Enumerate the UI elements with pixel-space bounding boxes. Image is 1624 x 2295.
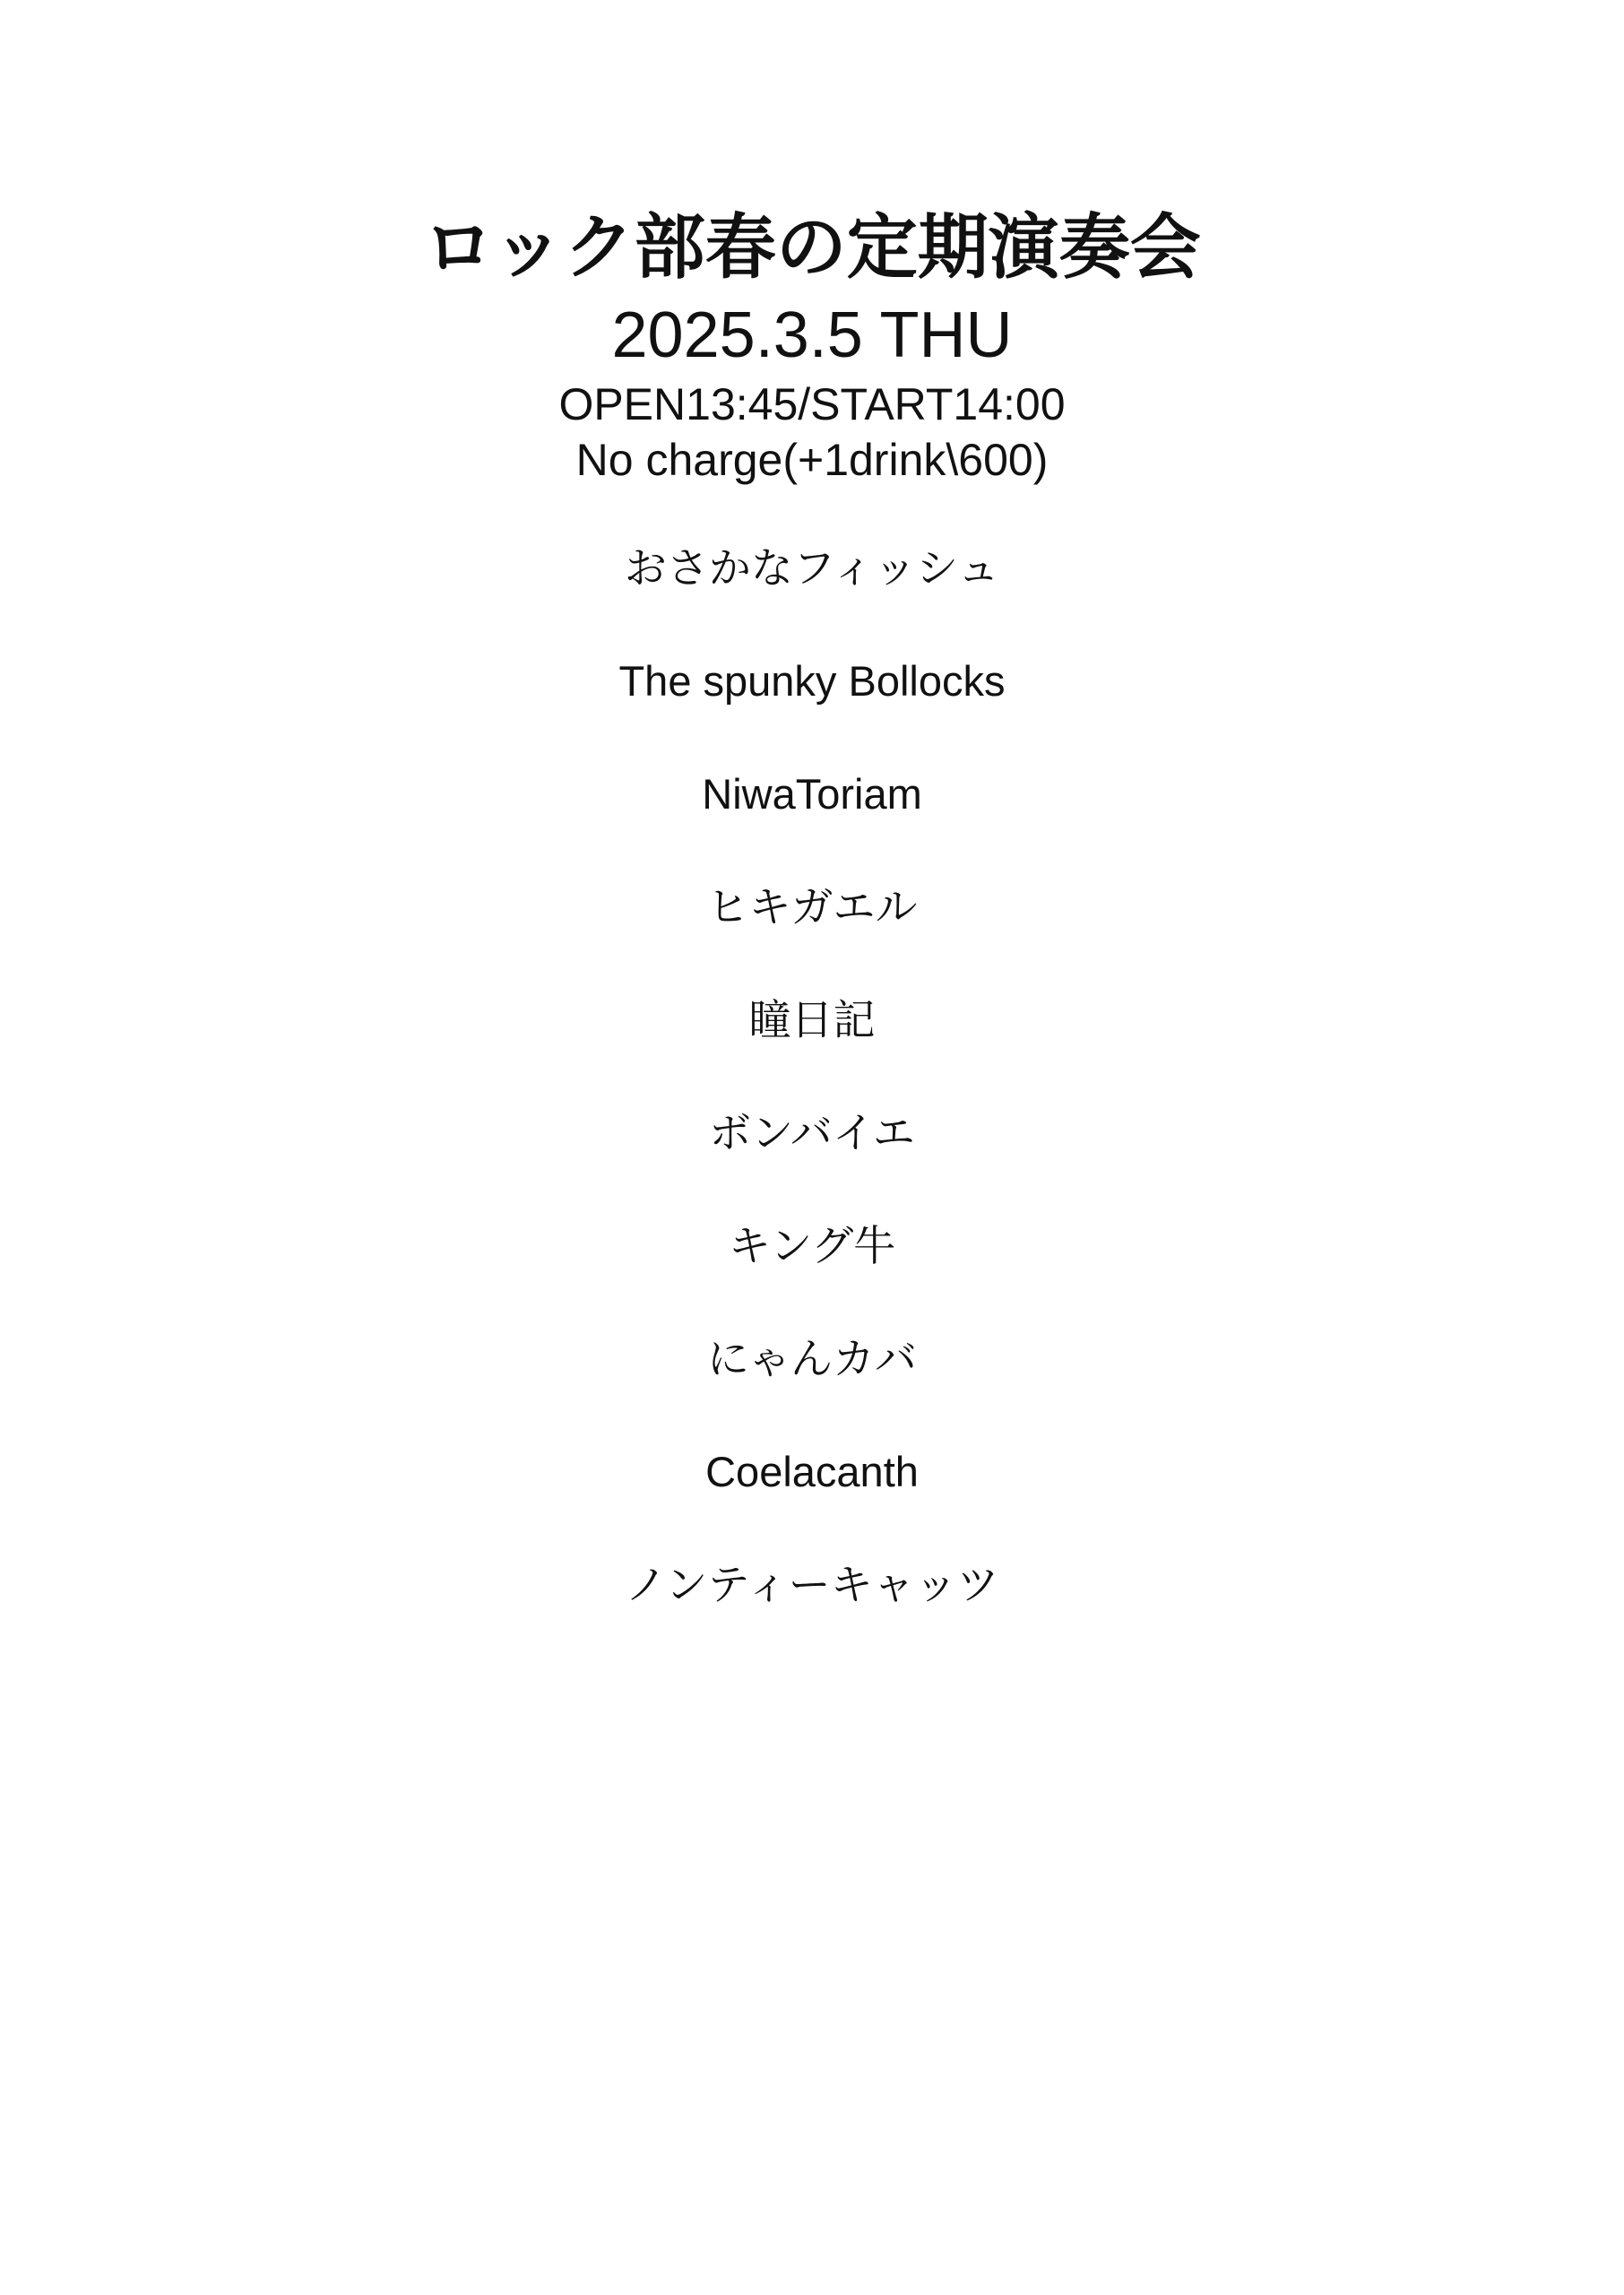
band-name: にゃんカバ: [706, 1335, 918, 1382]
band-name: ボンバイエ: [709, 1109, 915, 1156]
band-name: NiwaToriam: [702, 770, 922, 818]
band-name: The spunky Bollocks: [618, 657, 1006, 705]
open-start-time: OPEN13:45/START14:00: [558, 379, 1066, 429]
band-lineup: [0, 512, 1624, 1641]
band-name: ノンティーキャッツ: [625, 1561, 999, 1608]
band-name: おさかなフィッシュ: [624, 544, 1000, 592]
event-date: 2025.3.5 THU: [611, 299, 1013, 371]
band-name: キング牛: [728, 1222, 896, 1269]
band-name: 瞳日記: [748, 996, 876, 1044]
band-name: Coelacanth: [705, 1448, 919, 1495]
charge-info: No charge(+1drink\600): [575, 435, 1049, 485]
event-title: ロック部春の定期演奏会: [423, 207, 1201, 287]
band-name: ヒキガエル: [706, 883, 918, 931]
